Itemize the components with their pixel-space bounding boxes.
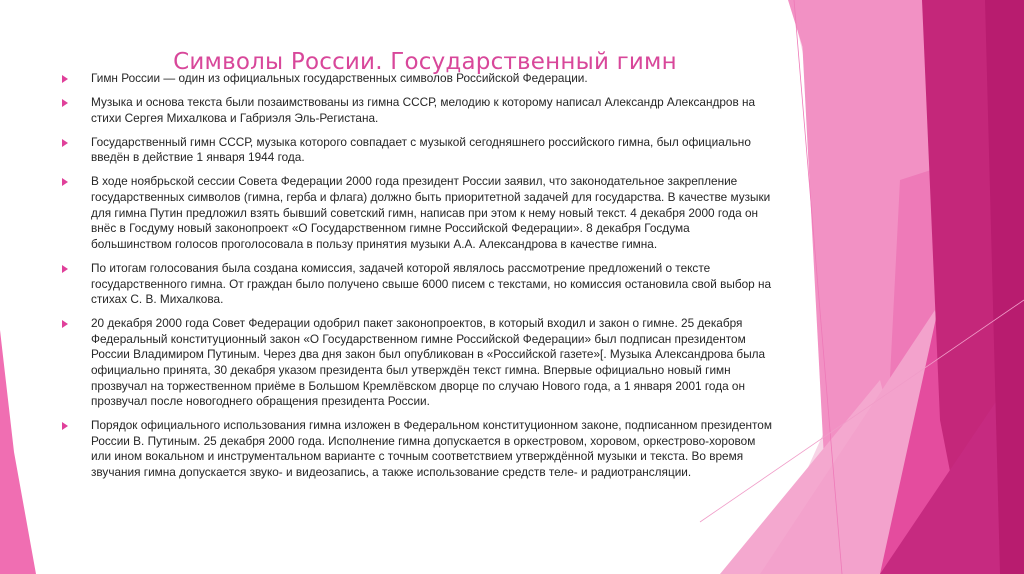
bullet-text: По итогам голосования была создана комиссия, задачей которой являлось рассмотрение предложений о тексте государственного гимна. От граждан было получено свыше 6000 писем с текстами, но комиссия остановила свой выбор на стихах С. В. Михалкова. [91, 260, 772, 307]
bullet-item [62, 135, 772, 166]
bullet-text: Гимн России — один из официальных государственных символов Российской Федерации. [91, 71, 588, 85]
triangle-bullet-icon [62, 422, 68, 430]
triangle-bullet-icon [62, 178, 68, 186]
triangle-bullet-icon [62, 139, 68, 147]
bullet-item [62, 71, 772, 87]
bullet-item [62, 95, 772, 126]
slide-title: Символы России. Государственный гимн [173, 49, 677, 76]
triangle-bullet-icon [62, 265, 68, 273]
left-pink-wedge [0, 330, 36, 574]
bullet-text: В ходе ноябрьской сессии Совета Федерации 2000 года президент России заявил, что законодательное закрепление государственных символов (гимна, герба и флага) должно быть приоритетной задачей для государства. В качестве музыки для гимна Путин предложил взять бывший советский гимн, написав при этом к нему новый текст. 4 декабря 2000 года он внёс в Госдуму новый законопроект «О Государственном гимне Российской Федерации». 8 декабря Госдума большинством голосов проголосовала в пользу принятия музыки А.А. Александрова в качестве гимна. [91, 174, 771, 251]
bullet-item [62, 174, 772, 252]
bullet-item [62, 261, 772, 308]
triangle-bullet-icon [62, 99, 68, 107]
bullet-item [62, 316, 772, 410]
triangle-bullet-icon [62, 75, 68, 83]
bullet-list [62, 71, 772, 489]
triangle-bullet-icon [62, 320, 68, 328]
bullet-item [62, 418, 772, 480]
bullet-text: 20 декабря 2000 года Совет Федерации одобрил пакет законопроектов, в который входил и закон о гимне. 25 декабря Федеральный конституционный закон «О Государственном гимне Российской Федерации» был подписан президентом России Владимиром Путиным. Через два дня закон был опубликован в «Российской газете»[. Музыка Александрова была официально принята, 30 декабря указом президента был утверждён текст гимна. Впервые официально новый гимн прозвучал на торжественном приёме в Большом Кремлёвском дворце по случаю Нового года, а 1 января 2001 года он прозвучал после новогоднего обращения президента России. [91, 316, 766, 409]
bullet-text: Государственный гимн СССР, музыка которого совпадает с музыкой сегодняшнего российского гимна, был официально введён в действие 1 января 1944 года. [91, 134, 751, 165]
bullet-text: Музыка и основа текста были позаимствованы из гимна СССР, мелодию к которому написал Александр Александров на стихи Сергея Михалкова и Габриэля Эль-Регистана. [91, 95, 756, 125]
bullet-text: Порядок официального использования гимна изложен в Федеральном конституционном законе, подписанном президентом России В. Путиным. 25 декабря 2000 года. Исполнение гимна допускается в оркестровом, хоровом, оркестрово-хоровом или ином вокальном и инструментальном варианте с точным соответствием утверждённой музыки и текста. Во время звучания гимна допускается звуко- и видеозапись, а также использование средств теле- и радиотрансляции. [91, 418, 772, 480]
